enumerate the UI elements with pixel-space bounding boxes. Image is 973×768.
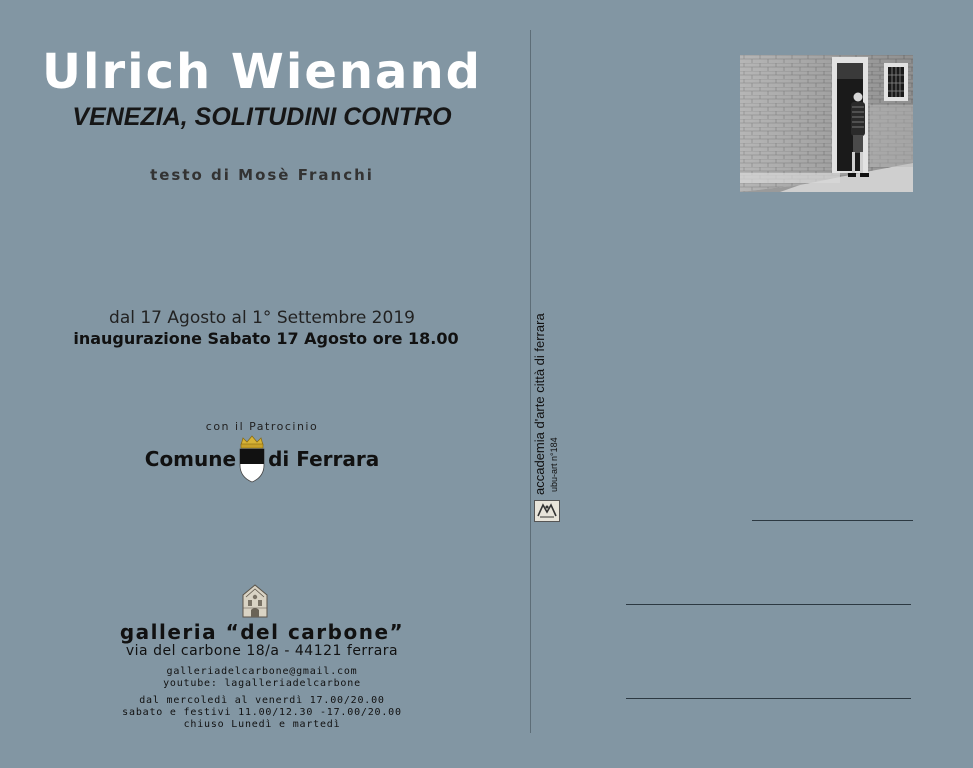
- gallery-address: via del carbone 18/a - 44121 ferrara: [125, 643, 399, 659]
- stamp-photo: [740, 55, 913, 192]
- spine-line-2: ubu-art n°184: [549, 437, 559, 492]
- hours-weekdays: dal mercoledì al venerdì 17.00/20.00: [139, 695, 385, 706]
- address-line-1: [752, 520, 913, 521]
- address-line-2: [626, 604, 911, 605]
- closed-days: chiuso Lunedì e martedì: [183, 719, 341, 730]
- gallery-youtube: youtube: lagalleriadelcarbone: [163, 678, 361, 689]
- artist-name: Ulrich Wienand: [42, 44, 482, 100]
- spine-text: [522, 290, 562, 500]
- comune-left-text: Comune: [144, 447, 237, 471]
- address-line-3: [626, 698, 911, 699]
- exhibition-title: VENEZIA, SOLITUDINI CONTRO: [72, 103, 452, 131]
- gallery-email: galleriadelcarbone@gmail.com: [166, 666, 358, 677]
- accademia-logo-icon: [534, 500, 560, 522]
- comune-logo: [0, 434, 524, 484]
- spine-line-1: accademia d'arte città di ferrara: [532, 313, 547, 495]
- hours-weekend: sabato e festivi 11.00/12.30 -17.00/20.00: [122, 707, 402, 718]
- opening-info: inaugurazione Sabato 17 Agosto ore 18.00: [73, 329, 459, 348]
- exhibition-dates: dal 17 Agosto al 1° Settembre 2019: [109, 308, 415, 328]
- gallery-building-icon: [240, 583, 270, 619]
- comune-right-text: di Ferrara: [268, 447, 380, 471]
- gallery-name: galleria “del carbone”: [119, 620, 405, 644]
- curator-text: testo di Mosè Franchi: [150, 166, 374, 184]
- comune-crest-icon: [238, 435, 266, 483]
- patronage-label: con il Patrocinio: [205, 420, 319, 433]
